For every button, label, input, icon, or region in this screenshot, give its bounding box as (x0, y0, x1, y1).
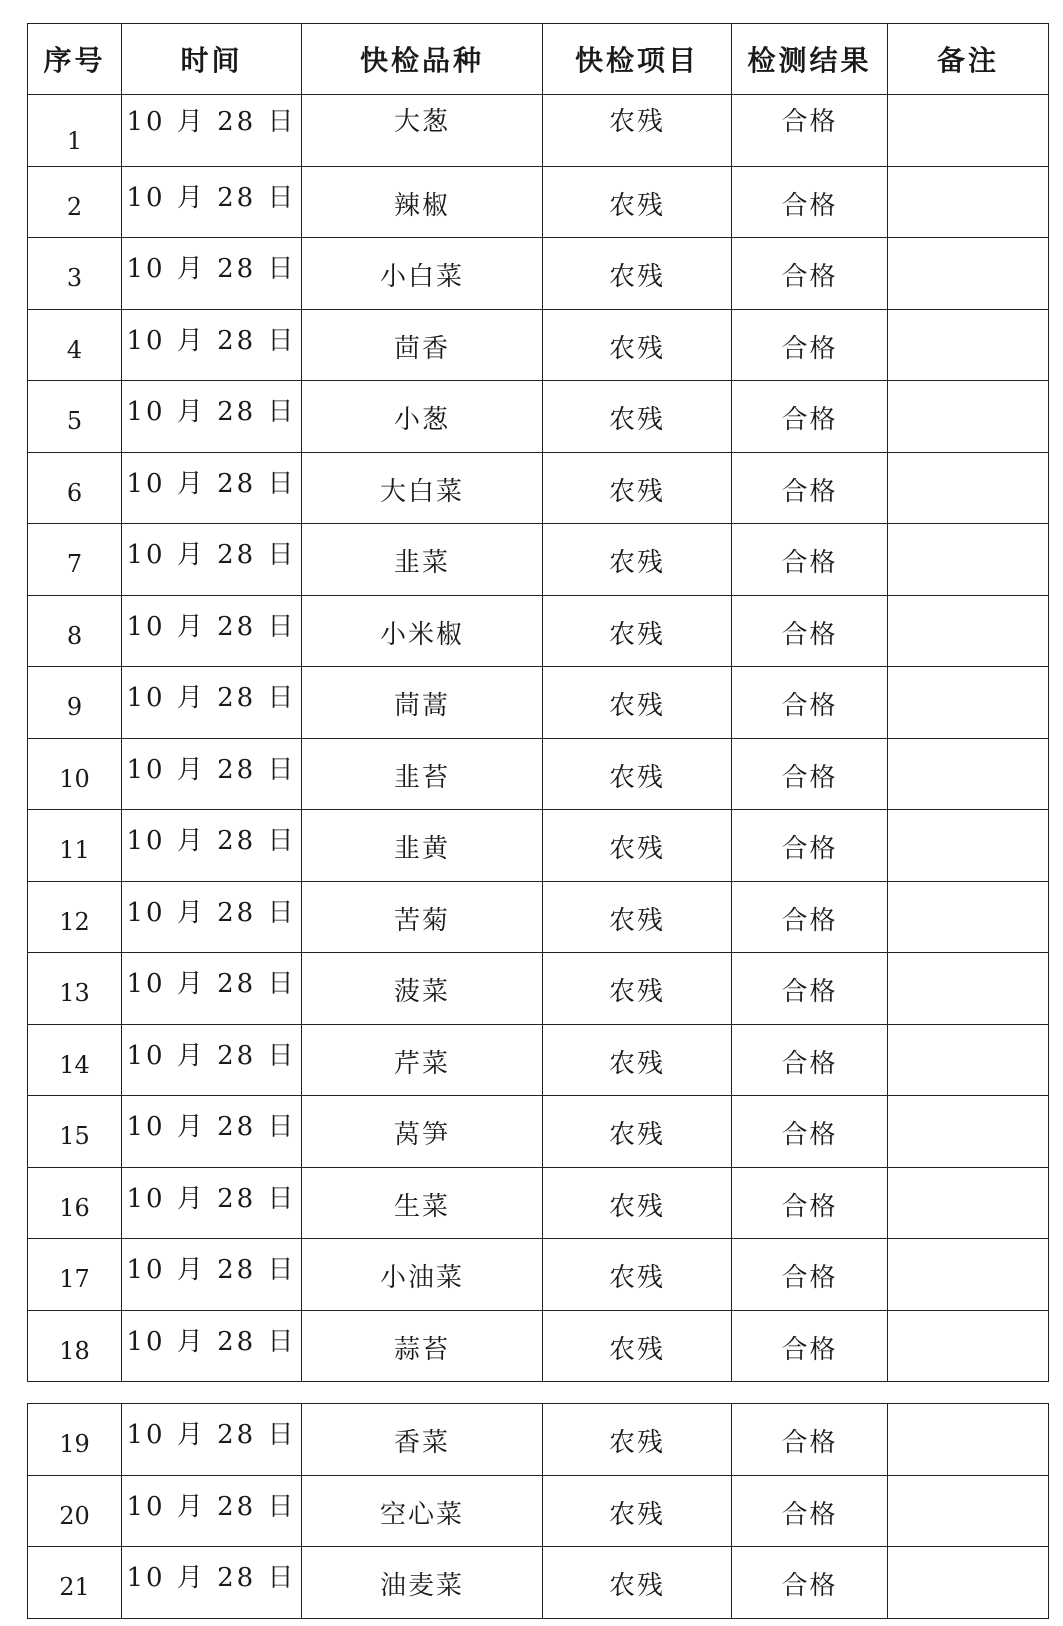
cell-note (888, 1096, 1049, 1168)
cell-note (888, 953, 1049, 1025)
header-note: 备注 (888, 24, 1049, 95)
cell-project: 农残 (543, 238, 732, 310)
cell-note (888, 95, 1049, 167)
cell-index: 8 (28, 595, 122, 667)
header-time: 时间 (122, 24, 302, 95)
cell-result: 合格 (732, 738, 888, 810)
table-row (28, 95, 1049, 167)
cell-time: 10 月 28 日 (122, 1239, 302, 1311)
table-header-row (28, 24, 1049, 95)
cell-result: 合格 (732, 881, 888, 953)
cell-item: 小油菜 (302, 1239, 543, 1311)
cell-note (888, 1167, 1049, 1239)
cell-item: 生菜 (302, 1167, 543, 1239)
cell-time: 10 月 28 日 (122, 166, 302, 238)
cell-note (888, 452, 1049, 524)
cell-item: 大白菜 (302, 452, 543, 524)
cell-result: 合格 (732, 381, 888, 453)
cell-project: 农残 (543, 1404, 732, 1476)
cell-time: 10 月 28 日 (122, 95, 302, 167)
cell-result: 合格 (732, 166, 888, 238)
table-row (28, 309, 1049, 381)
cell-project: 农残 (543, 524, 732, 596)
cell-time: 10 月 28 日 (122, 238, 302, 310)
table-row (28, 738, 1049, 810)
cell-item: 油麦菜 (302, 1547, 543, 1619)
cell-index: 20 (28, 1475, 122, 1547)
cell-index: 17 (28, 1239, 122, 1311)
cell-result: 合格 (732, 95, 888, 167)
cell-result: 合格 (732, 667, 888, 739)
table-row (28, 1310, 1049, 1382)
cell-item: 苦菊 (302, 881, 543, 953)
cell-index: 15 (28, 1096, 122, 1168)
cell-item: 茴香 (302, 309, 543, 381)
header-result: 检测结果 (732, 24, 888, 95)
cell-result: 合格 (732, 452, 888, 524)
cell-project: 农残 (543, 1239, 732, 1311)
cell-note (888, 166, 1049, 238)
cell-index: 16 (28, 1167, 122, 1239)
cell-time: 10 月 28 日 (122, 1167, 302, 1239)
cell-project: 农残 (543, 667, 732, 739)
cell-index: 12 (28, 881, 122, 953)
cell-result: 合格 (732, 810, 888, 882)
cell-index: 9 (28, 667, 122, 739)
cell-note (888, 1310, 1049, 1382)
table-row (28, 1475, 1049, 1547)
cell-result: 合格 (732, 1547, 888, 1619)
cell-result: 合格 (732, 238, 888, 310)
cell-item: 小葱 (302, 381, 543, 453)
cell-result: 合格 (732, 1310, 888, 1382)
cell-time: 10 月 28 日 (122, 595, 302, 667)
cell-project: 农残 (543, 881, 732, 953)
table-row (28, 1547, 1049, 1619)
cell-result: 合格 (732, 953, 888, 1025)
cell-time: 10 月 28 日 (122, 738, 302, 810)
cell-index: 3 (28, 238, 122, 310)
cell-item: 菠菜 (302, 953, 543, 1025)
cell-project: 农残 (543, 1547, 732, 1619)
cell-note (888, 1024, 1049, 1096)
cell-result: 合格 (732, 1404, 888, 1476)
cell-index: 14 (28, 1024, 122, 1096)
cell-item: 韭黄 (302, 810, 543, 882)
table-row (28, 667, 1049, 739)
cell-index: 1 (28, 95, 122, 167)
table-row (28, 1404, 1049, 1476)
cell-item: 小米椒 (302, 595, 543, 667)
cell-time: 10 月 28 日 (122, 953, 302, 1025)
cell-index: 2 (28, 166, 122, 238)
header-project: 快检项目 (543, 24, 732, 95)
cell-time: 10 月 28 日 (122, 381, 302, 453)
table-row (28, 595, 1049, 667)
cell-result: 合格 (732, 309, 888, 381)
cell-item: 芹菜 (302, 1024, 543, 1096)
cell-index: 21 (28, 1547, 122, 1619)
cell-index: 11 (28, 810, 122, 882)
cell-project: 农残 (543, 738, 732, 810)
cell-project: 农残 (543, 810, 732, 882)
cell-note (888, 238, 1049, 310)
cell-project: 农残 (543, 381, 732, 453)
cell-project: 农残 (543, 595, 732, 667)
table-row (28, 238, 1049, 310)
cell-result: 合格 (732, 1096, 888, 1168)
cell-time: 10 月 28 日 (122, 1547, 302, 1619)
cell-time: 10 月 28 日 (122, 309, 302, 381)
cell-index: 19 (28, 1404, 122, 1476)
table-row (28, 1239, 1049, 1311)
cell-note (888, 810, 1049, 882)
cell-time: 10 月 28 日 (122, 1475, 302, 1547)
cell-result: 合格 (732, 1167, 888, 1239)
cell-project: 农残 (543, 309, 732, 381)
cell-project: 农残 (543, 452, 732, 524)
cell-time: 10 月 28 日 (122, 1096, 302, 1168)
cell-project: 农残 (543, 1310, 732, 1382)
cell-index: 7 (28, 524, 122, 596)
table-row (28, 524, 1049, 596)
cell-index: 10 (28, 738, 122, 810)
cell-note (888, 1404, 1049, 1476)
cell-project: 农残 (543, 95, 732, 167)
cell-note (888, 667, 1049, 739)
cell-result: 合格 (732, 1239, 888, 1311)
cell-project: 农残 (543, 953, 732, 1025)
cell-project: 农残 (543, 1024, 732, 1096)
table-row (28, 381, 1049, 453)
cell-time: 10 月 28 日 (122, 1404, 302, 1476)
cell-index: 5 (28, 381, 122, 453)
cell-item: 韭菜 (302, 524, 543, 596)
cell-index: 6 (28, 452, 122, 524)
cell-time: 10 月 28 日 (122, 1310, 302, 1382)
cell-time: 10 月 28 日 (122, 1024, 302, 1096)
cell-item: 蒜苔 (302, 1310, 543, 1382)
cell-index: 13 (28, 953, 122, 1025)
cell-time: 10 月 28 日 (122, 667, 302, 739)
cell-time: 10 月 28 日 (122, 810, 302, 882)
cell-index: 4 (28, 309, 122, 381)
cell-item: 茼蒿 (302, 667, 543, 739)
cell-time: 10 月 28 日 (122, 881, 302, 953)
inspection-table (27, 23, 1049, 1382)
cell-item: 香菜 (302, 1404, 543, 1476)
inspection-table-continued (27, 1403, 1049, 1619)
cell-note (888, 881, 1049, 953)
header-item: 快检品种 (302, 24, 543, 95)
cell-item: 辣椒 (302, 166, 543, 238)
cell-item: 小白菜 (302, 238, 543, 310)
table-row (28, 1096, 1049, 1168)
header-index: 序号 (28, 24, 122, 95)
table-row (28, 953, 1049, 1025)
table-row (28, 881, 1049, 953)
cell-item: 莴笋 (302, 1096, 543, 1168)
cell-item: 韭苔 (302, 738, 543, 810)
table-row (28, 166, 1049, 238)
cell-note (888, 1239, 1049, 1311)
cell-time: 10 月 28 日 (122, 452, 302, 524)
table-row (28, 452, 1049, 524)
cell-result: 合格 (732, 595, 888, 667)
table-row (28, 1024, 1049, 1096)
cell-result: 合格 (732, 1024, 888, 1096)
table-row (28, 810, 1049, 882)
cell-project: 农残 (543, 166, 732, 238)
cell-note (888, 524, 1049, 596)
cell-project: 农残 (543, 1167, 732, 1239)
cell-note (888, 595, 1049, 667)
cell-time: 10 月 28 日 (122, 524, 302, 596)
cell-note (888, 309, 1049, 381)
cell-item: 空心菜 (302, 1475, 543, 1547)
table-row (28, 1167, 1049, 1239)
cell-project: 农残 (543, 1475, 732, 1547)
cell-index: 18 (28, 1310, 122, 1382)
cell-result: 合格 (732, 524, 888, 596)
cell-note (888, 1475, 1049, 1547)
cell-note (888, 738, 1049, 810)
cell-note (888, 1547, 1049, 1619)
cell-item: 大葱 (302, 95, 543, 167)
cell-note (888, 381, 1049, 453)
cell-project: 农残 (543, 1096, 732, 1168)
cell-result: 合格 (732, 1475, 888, 1547)
